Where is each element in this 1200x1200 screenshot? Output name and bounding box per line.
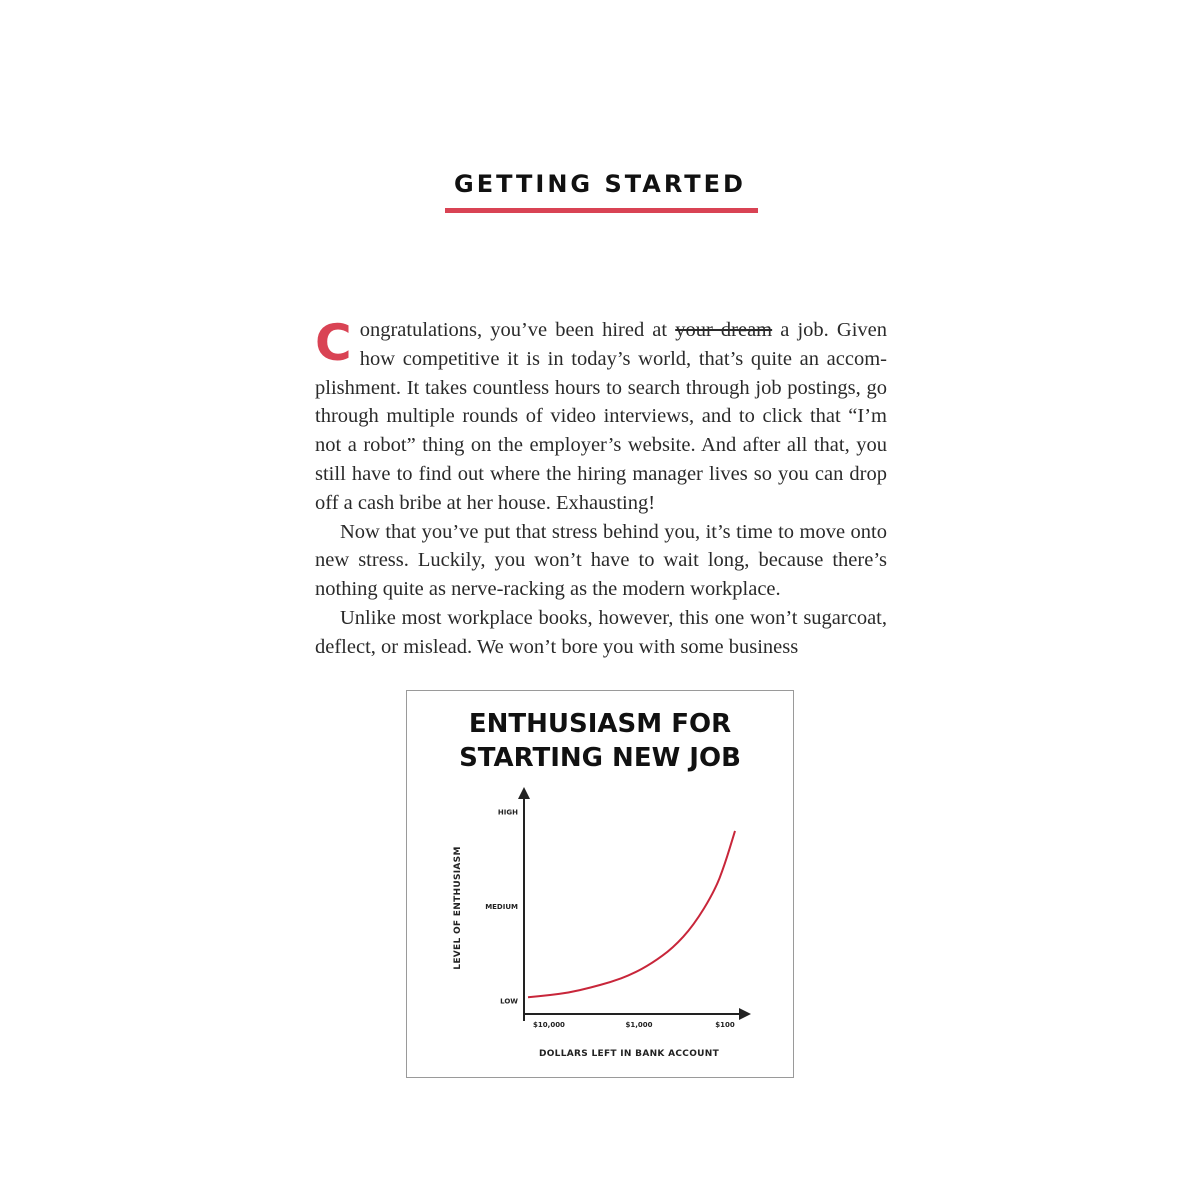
paragraph-1-rest: a job. Given how competitive it is in today’s world, that’s quite an accomplishment. It takes countless hours to search through job postings, go through multiple rounds of video interviews, and to click that “I’m not a robot” thing on the employer’s website. And after all that, you still have to find out where the hiring manager lives so you can drop off a cash bribe at her house. Exhausting! bbox=[315, 319, 887, 514]
x-tick-label: $1,000 bbox=[625, 1021, 653, 1029]
body-text bbox=[315, 316, 887, 662]
paragraph-1-start: ongratulations, you’ve been hired at bbox=[359, 319, 676, 341]
chart-title-line-1: ENTHUSIASM FOR bbox=[468, 709, 732, 739]
chart-title-line-2: STARTING NEW JOB bbox=[459, 743, 741, 773]
title-underline bbox=[445, 208, 758, 213]
series-line-enthusiasm bbox=[528, 831, 735, 997]
chart-plot bbox=[407, 691, 795, 1079]
x-tick-label: $10,000 bbox=[533, 1021, 565, 1029]
x-tick-label: $100 bbox=[715, 1021, 735, 1029]
paragraph-3: Unlike most workplace books, however, this one won’t sugarcoat, deflect, or mislead. We won’t bore you with some business bbox=[315, 606, 887, 658]
paragraph-2: Now that you’ve put that stress behind you, it’s time to move onto new stress. Luckily, you won’t have to wait long, because there’s nothing quite as nerve-racking as the modern workplace. bbox=[315, 520, 887, 601]
y-tick-label: MEDIUM bbox=[485, 903, 518, 911]
section-title: GETTING STARTED bbox=[454, 170, 746, 198]
paragraph-1 bbox=[315, 316, 887, 518]
y-tick-label: HIGH bbox=[497, 808, 518, 817]
y-tick-label: LOW bbox=[500, 997, 518, 1006]
drop-cap: C bbox=[315, 314, 352, 372]
y-axis-title: LEVEL OF ENTHUSIASM bbox=[453, 846, 463, 970]
x-axis-title: DOLLARS LEFT IN BANK ACCOUNT bbox=[538, 1049, 720, 1059]
chart-figure bbox=[406, 690, 794, 1078]
struck-text: your dream bbox=[675, 319, 773, 341]
